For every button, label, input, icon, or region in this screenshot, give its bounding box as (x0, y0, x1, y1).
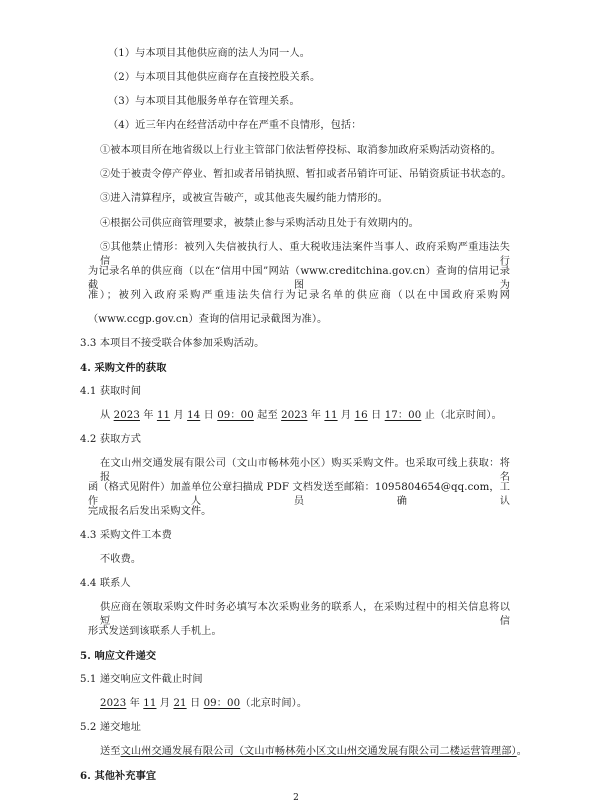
end-time: 17：00 (384, 410, 422, 421)
start-year: 2023 (113, 410, 140, 421)
section-5-2-title: 5.2 递交地址 (80, 722, 141, 733)
text-from: 从 (100, 410, 114, 421)
start-time: 09：00 (217, 410, 254, 421)
heading-5: 5. 响应文件递交 (80, 650, 157, 662)
text-month: 月 (170, 410, 188, 421)
deadline-day: 21 (173, 698, 187, 709)
section-4-2-line-1: 在文山州交通发展有限公司（文山市畅林苑小区）购买采购文件。也采取可线上获取：将报名 (100, 458, 510, 483)
section-4-4-line-2: 形式发送到该联系人手机上。 (88, 626, 222, 637)
condition-4: （4）近三年内在经营活动中存在严重不良情形，包括： (108, 120, 362, 131)
deadline-time: 09：00 (203, 698, 241, 709)
text-until: 起至 (253, 410, 282, 421)
heading-6: 6. 其他补充事宜 (80, 770, 157, 782)
section-4-1-title: 4.1 获取时间 (80, 386, 141, 397)
text-month: 月 (337, 410, 355, 421)
rule-3: ③进入清算程序，或被宣告破产，或其他丧失履约能力情形的。 (100, 193, 389, 204)
section-5-1-title: 5.1 递交响应文件截止时间 (80, 674, 203, 685)
text-beijing-time: （北京时间）。 (240, 698, 308, 709)
text-month: 月 (156, 698, 174, 709)
condition-1: （1）与本项目其他供应商的法人为同一人。 (108, 48, 311, 59)
text-year: 年 (139, 410, 157, 421)
text-day: 日 (367, 410, 385, 421)
section-4-3-line-1: 不收费。 (100, 554, 142, 565)
section-5-2-address (100, 745, 527, 759)
rule-5-line-3: 准）；被列入政府采购严重违法失信行为记录名单的供应商（以在中国政府采购网 (88, 290, 510, 301)
section-5-1-deadline (100, 697, 307, 711)
rule-2: ②处于被责令停产停业、暂扣或者吊销执照、暂扣或者吊销许可证、吊销资质证书状态的。 (100, 169, 512, 180)
deadline-year: 2023 (100, 698, 127, 709)
rule-5-line-4: （www.ccgp.gov.cn）查询的信用记录截图为准）。 (88, 314, 328, 325)
delivery-address: 文山州交通发展有限公司（文山市畅林苑小区文山州交通发展有限公司二楼运营管理部） (120, 746, 517, 757)
text-day: 日 (200, 410, 218, 421)
section-4-1-time (100, 409, 502, 423)
section-4-3-title: 4.3 采购文件工本费 (80, 530, 172, 541)
section-4-2-line-2: 函（格式见附件）加盖单位公章扫描成 PDF 文档发送至邮箱：1095804654@qq.com，工作人员确认 (88, 482, 510, 507)
section-4-2-line-3: 完成报名后发出采购文件。 (88, 506, 212, 517)
heading-4: 4. 采购文件的获取 (80, 362, 167, 374)
text-year: 年 (307, 410, 325, 421)
deadline-month: 11 (143, 698, 157, 709)
rule-5-line-1: ⑤其他禁止情形：被列入失信被执行人、重大税收违法案件当事人、政府采购严重违法失信行 (100, 242, 510, 267)
start-day: 14 (187, 410, 201, 421)
section-3-3: 3.3 本项目不接受联合体参加采购活动。 (80, 338, 265, 349)
end-month: 11 (324, 410, 338, 421)
text-period: 。 (516, 746, 527, 757)
condition-2: （2）与本项目其他供应商存在直接控股关系。 (108, 72, 321, 83)
section-4-4-title: 4.4 联系人 (80, 578, 131, 589)
page-number: 2 (293, 793, 299, 803)
text-year: 年 (126, 698, 144, 709)
start-month: 11 (156, 410, 171, 421)
end-year: 2023 (281, 410, 308, 421)
text-beijing-time: 止（北京时间）。 (421, 410, 502, 421)
rule-4: ④根据公司供应商管理要求，被禁止参与采购活动且处于有效期内的。 (100, 218, 419, 229)
text-day: 日 (186, 698, 204, 709)
rule-1: ①被本项目所在地省级以上行业主管部门依法暂停投标、取消参加政府采购活动资格的。 (100, 145, 502, 156)
section-4-4-line-1: 供应商在领取采购文件时务必填写本次采购业务的联系人，在采购过程中的相关信息将以短信 (100, 602, 510, 627)
condition-3: （3）与本项目其他服务单存在管理关系。 (108, 96, 300, 107)
rule-5-line-2: 为记录名单的供应商（以在“信用中国”网站（www.creditchina.gov.cn）查询的信用记录截图为 (88, 266, 510, 291)
end-day: 16 (354, 410, 368, 421)
text-send-to: 送至 (100, 746, 121, 757)
section-4-2-title: 4.2 获取方式 (80, 434, 141, 445)
